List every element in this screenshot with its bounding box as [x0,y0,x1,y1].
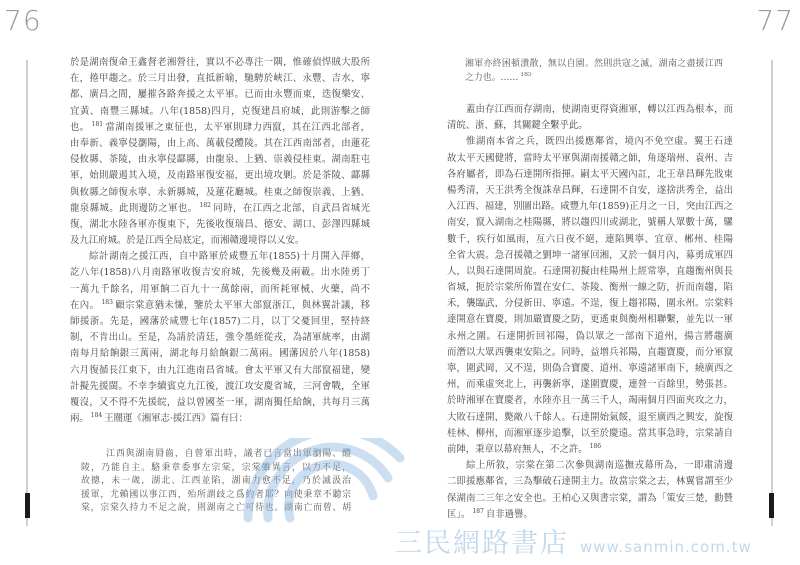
text-line [447,312,733,328]
text-run: 各府屬者，即為石達開所指揮。嗣太平天國內訌，北王韋昌輝先戕東 [447,168,733,180]
text-line [447,280,733,296]
text-line [70,87,370,103]
text-run: 在內。 [70,299,100,311]
text-line [70,136,370,152]
text-line [447,183,733,199]
text-run: 棠，宗棠久持力不足之說，則湖南之亡可待也。湖南亡而曾、胡 [81,503,351,514]
footnote-ref: 185 [520,71,532,78]
text-run: 禾，襲臨武，分侵新田、寧遠。不逞，復上趨祁陽，圍永州。宗棠料 [447,298,733,310]
text-line [70,71,370,87]
left-margin-rule [26,60,28,526]
text-line [81,502,351,516]
page-number-right: 77 [756,4,794,37]
text-run: 楊秀清，天王洪秀全復誅韋昌輝，石達開不自安，遂捨洪秀全，益出 [447,184,733,196]
text-run: 江西與湖南脣齒，自曾軍出時，議者已言當出軍瀏陽、醴 [106,449,351,459]
text-line [465,58,723,72]
text-line [447,134,733,150]
text-line [70,330,370,346]
left-page-block-quote [81,448,351,516]
text-run: 達開意在寶慶，則加嚴寶慶之防，更遙東與衡州相聯繫，並先以一軍 [447,314,733,326]
text-run: 寧，圍武岡，又不逞，則偽合寶慶、道州、寧遠諸軍南下，繞廣西之 [447,363,733,374]
text-line [70,185,370,201]
text-run: 龍泉縣城。此則邊防之軍也。 [70,202,198,214]
text-run: 而潛以大眾西襲東安陷之。同時，益增兵祁陽，直趨寶慶，而分軍竄 [447,346,733,358]
text-line [70,55,370,71]
text-line [70,249,370,265]
text-run: 陵，乃能自主。駱秉章委事左宗棠，宗棠雖異言，以力不足， [81,462,351,473]
footnote-ref: 183 [101,298,113,306]
text-line [447,248,733,264]
text-run: 一萬九千餘名，用軍餉二百九十一萬餘兩，而所耗軍械、火藥，尚不 [70,283,370,295]
left-page-body [70,55,370,427]
text-line [70,265,370,281]
text-run: 故摠，未一歲，湖北、江西並陷，湖南力愈不足，乃於滅汲治 [81,476,351,487]
right-thumb-index-mark [769,493,774,518]
right-page-block-quote [465,58,723,85]
text-line [447,151,733,167]
text-run: 全省大震。急召援贛之劉坤一諸軍回湘，又於一個月內，募勇成軍四 [447,249,733,261]
text-run: 永州之圍。石達開折回祁陽，偽以眾之一部南下道州，揚言將趨廣 [447,330,733,342]
text-run: 綜計湖南之援江西，自中路軍於咸豐五年(1855)十月開入萍鄉， [89,251,370,263]
text-run: 故太平天國健將，當時太平軍與湖南援贛之師，角逐瑞州、袁州、吉 [447,152,733,164]
footnote-ref: 186 [589,442,602,450]
text-line [447,474,733,490]
text-line [81,448,351,462]
footnote-ref: 181 [91,120,104,128]
text-line [447,102,733,118]
text-run: 訖八年(1858)八月南路軍收復吉安府城，先後幾及兩載。出水陸勇丁 [70,267,370,279]
text-line [70,282,370,298]
text-run: 制，不肯出山。至是，為請於清廷，強令墨絰從戎，為諸軍統率，由湖 [70,332,370,344]
text-run: 自非過譽。 [485,508,533,520]
text-line [447,393,733,409]
text-run: 王闓運《湘軍志·援江西》篇有曰： [104,413,248,425]
text-run: 南安，竄入湖南之桂陽縣，將以趨四川或湖北，號稱人眾數十萬，騾 [447,217,733,229]
right-margin-rule [771,60,773,526]
text-run: 南每月給餉銀三萬兩，湖北每月給餉銀二萬兩。國藩因於八年(1858) [70,348,370,360]
text-run: 之力也。…… [465,72,519,83]
page-number-left: 76 [4,4,42,37]
text-line [70,233,370,249]
text-run: 保湖南二三年之安全也。王柏心又與書宗棠，謂為「策安三楚，勳贊 [447,492,733,504]
text-run: 都、廣昌之間，屢摧各路奔援之太平軍。已而由永豐而東，迭復樂安、 [70,89,370,101]
text-run: 前陣，秉章以幕府無人，不之許。 [447,443,588,455]
text-line [447,361,733,377]
text-line [70,217,370,233]
text-line [447,458,733,474]
text-run: 計擬先援閩。不幸李續賓克九江後，渡江攻安慶省城，三河會戰，全軍 [70,380,370,392]
text-run: 由奉新、義寧侵瀏陽，由上高、萬載侵醴陵。其在江西南部者，由蓮花 [70,137,370,149]
text-line [447,345,733,361]
text-run: 侵攸縣、茶陵，由永寧侵酃縣，由龍泉、上猶、崇義侵桂東。湖南駐屯 [70,154,370,166]
text-run: 復，湖北水陸各軍亦復東下，先後收復瑞昌、德安、湖口、彭澤四縣城 [70,218,370,230]
text-line [70,298,370,314]
text-run: 覆沒，又不得不先援皖，益以曾國荃一軍，湖南獨任給餉，共每月三萬 [70,396,370,408]
text-line [447,118,733,134]
text-run: 清皖、浙、蘇，其關鍵全繫乎此。 [447,120,588,132]
text-run: 當湖南援軍之東征也，太平軍則肆力西竄，其在江西北部者， [105,121,370,133]
text-run: 師援浙。先是，國藩於咸豐七年(1857)二月，以丁父憂回里，堅持終 [70,316,370,327]
text-line [70,346,370,362]
text-line [447,329,733,345]
text-run: 人，以與石達開周旋。石達開初擬由桂陽州上經常寧，直趨衡州與長 [447,265,733,277]
text-run: 軍，始則嚴遏其入境，及南路軍復安福，更出境攻剿。於是茶陵、酃縣 [70,170,370,182]
text-line [81,462,351,476]
text-run: 綜上所敘，宗棠在第二次參與湖南巡撫戎幕所為，一即肅清邊 [466,460,733,472]
text-run: 同時，在江西之北部，自武昌省城光 [213,202,370,214]
text-line [447,377,733,393]
text-line [81,489,351,503]
text-line [447,264,733,280]
text-line [70,395,370,411]
text-line [81,475,351,489]
text-run: 二即援應鄰省，三為擊破石達開主力。故當宗棠之去，林翼嘗謂至少 [447,476,733,488]
text-run: 顧宗棠意猶未慊，鑒於太平軍大部竄浙江，與林翼計議，移 [114,299,370,311]
text-line [70,363,370,379]
text-line [447,491,733,507]
right-page-body [447,102,733,523]
text-run: 宜黃、南豐三縣城。八年(1858)四月，克復建昌府城，此則游擊之師 [70,105,370,117]
footnote-ref: 187 [472,507,484,515]
text-run: 數千，疾行如風雨，亙六日夜不絕，連陷興寧、宜章、郴州、桂陽 [447,233,733,245]
text-line [447,507,733,523]
text-run: 桂林、柳州，而湘軍逐步追擊，以至於慶遠。當其事急時，宗棠請自 [447,427,733,439]
text-run: 省城，扼於宗棠所佈置在安仁、茶陵、衡州一線之防，折而南趨，陷 [447,282,733,294]
text-run: 援軍，尤賴國以事江西，殆所謂歧之爲約者耶？向使秉章不聽宗 [81,489,351,500]
text-line [70,379,370,395]
text-run: 與攸縣之師復永寧、永新縣城，及蓮花廳城。桂東之師復崇義、上猶、 [70,186,370,198]
text-line [447,442,733,458]
text-run: 入江西、福建，別圖出路。咸豐九年(1859)正月之一日，突由江西之 [447,201,733,213]
footnote-ref: 182 [199,201,211,209]
text-run: 六月復循長江東下，由九江進南昌省城。會太平軍又有大部竄福建，變 [70,364,370,376]
watermark-url: www.sanmin.com.tw [580,538,752,556]
text-line [70,152,370,168]
text-run: 惟湖南本省之兵，既四出援應鄰省，境內不免空虛。翼王石達 [466,136,733,148]
left-thumb-index-mark [25,493,30,518]
text-line [447,426,733,442]
text-line [70,201,370,217]
text-run: 於時湘軍在寶慶者，水陸亦且一萬三千人，竭兩個月四面夾攻之力， [447,395,733,407]
text-run: 州，而乘虛突北上，再襲新寧，遂圍寶慶，連營一百餘里，勢張甚。 [447,379,733,391]
text-run: 蓋由存江西而存湖南，使湖南更得資湘軍，轉以江西為根本，而 [466,104,733,115]
text-run: 在，捲甲趨之。於三月出發，直抵新喻，馳騁於峽江、永豐、吉水、寧 [70,73,370,85]
text-line [465,72,723,86]
text-line [447,410,733,426]
text-line [70,314,370,330]
text-line [70,120,370,136]
text-run: 兩。 [70,413,89,425]
text-run: 湘軍亦終困頓潰散，無以自園。然則洪寇之滅，湖南之盡援江西 [465,59,723,69]
watermark-text: 三民網路書店 [395,528,569,559]
text-run: 於是湖南復命王鑫督老湘營往，實以不必專注一隅，惟確偵悍賊大股所 [70,57,370,68]
text-run: 及九江府城。於是江西全局底定，而湘贛邊境得以乂安。 [70,235,305,247]
text-line [447,199,733,215]
text-run: 也。 [70,121,90,133]
text-line [447,296,733,312]
text-run: 大敗石達開，斃敵八千餘人。石達開始氣餒，退至廣西之興安，旋復 [447,411,733,423]
text-line [447,232,733,248]
footnote-ref: 184 [90,412,103,420]
text-line [447,167,733,183]
text-line [447,215,733,231]
text-line [70,411,370,427]
text-line [70,168,370,184]
text-run: 匡」。 [447,508,471,520]
text-line [70,104,370,120]
